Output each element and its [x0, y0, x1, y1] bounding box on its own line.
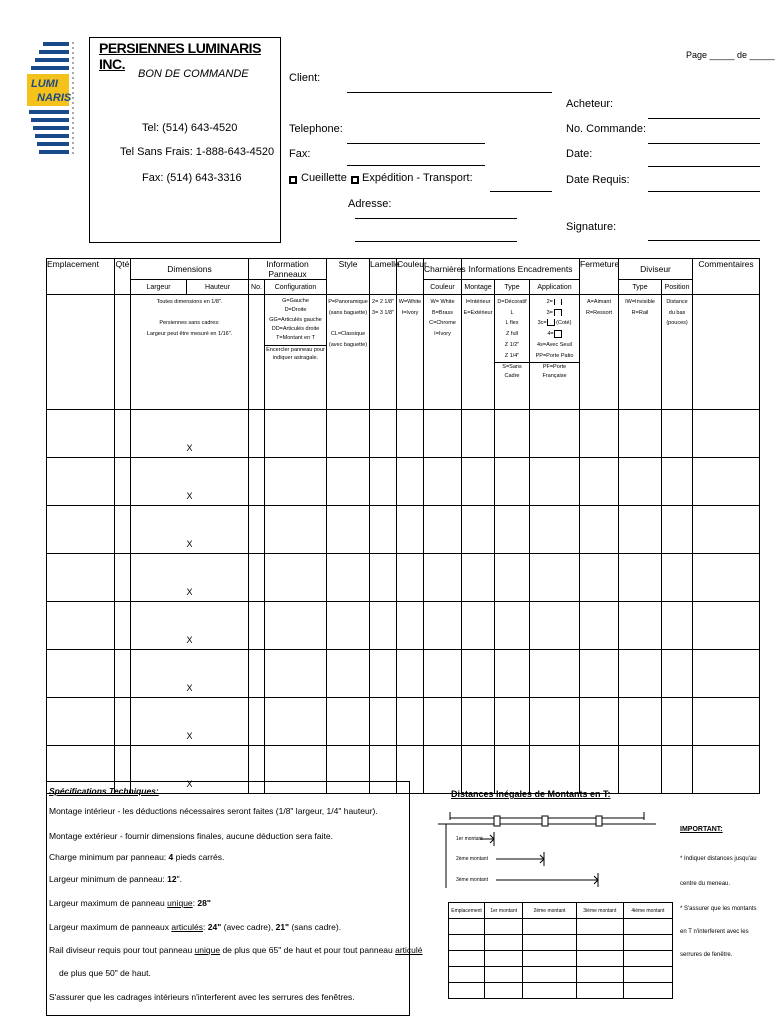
cell-qte[interactable] [115, 458, 131, 506]
cell-div-type[interactable] [619, 458, 662, 506]
cell-couleur[interactable] [397, 458, 424, 506]
spec-line-7: Rail diviseur requis pour tout panneau unique de plus que 65" de haut et pour tout panneau articulé [49, 945, 423, 955]
specifications-title: Spécifications Techniques: [49, 786, 159, 796]
legend-dimensions: Toutes dimensions en 1/8". Persiennes sans cadres: Largeur peut être mesuré en 1/16". [131, 295, 249, 410]
dist-header-2eme: 2ème montant [523, 903, 577, 919]
date-requis-input-line[interactable] [648, 191, 760, 192]
cell-configuration[interactable] [265, 650, 327, 698]
company-name: PERSIENNES LUMINARIS INC. [99, 40, 261, 72]
cell-emplacement[interactable] [47, 602, 115, 650]
spec-line-9: S'assurer que les cadrages intérieurs n'interferent avec les serrures des fenêtres. [49, 992, 355, 1002]
important-title: IMPORTANT: [680, 826, 723, 833]
cell-configuration[interactable] [265, 410, 327, 458]
distances-cell[interactable] [485, 951, 523, 967]
cell-commentaires[interactable] [693, 602, 760, 650]
header-couleur: Couleur [397, 259, 424, 295]
spec-line-6: Largeur maximum de panneaux articulés: 24" (avec cadre), 21" (sans cadre). [49, 922, 342, 932]
cell-lamelle[interactable] [370, 410, 397, 458]
cell-configuration[interactable] [265, 506, 327, 554]
cell-fermeture[interactable] [580, 410, 619, 458]
distances-title: Distances Inégales de Montants en T: [451, 789, 611, 799]
cell-configuration[interactable] [265, 602, 327, 650]
cell-application[interactable] [530, 602, 580, 650]
client-label: Client: [289, 72, 321, 84]
cell-montage[interactable] [462, 410, 495, 458]
cell-commentaires[interactable] [693, 554, 760, 602]
legend-fermeture: A=Aimant R=Ressort [580, 295, 619, 410]
distances-row [449, 951, 673, 967]
distances-row [449, 983, 673, 999]
legend-application: 2= 3= 3c= (Coté) 4= 4s=Avec Seuil PP=Porte Patio PF=Porte Française [530, 295, 580, 410]
distances-cell[interactable] [523, 935, 577, 951]
dist-header-emplacement: Emplacement [449, 903, 485, 919]
legend-couleur: W=White I=Ivory [397, 295, 424, 410]
signature-input-line[interactable] [648, 240, 760, 241]
distances-cell[interactable] [576, 951, 623, 967]
table-row [47, 410, 760, 458]
cell-charnieres[interactable] [424, 746, 462, 794]
legend-row [47, 295, 760, 410]
cell-montage[interactable] [462, 506, 495, 554]
legend-configuration: G=Gauche D=Droite GG=Articulés gauche DD=Articulés droite T=Montant en T Encercler panneau pour indiquer astragale. [265, 295, 327, 410]
adresse-label: Adresse: [348, 198, 392, 210]
fax-label: Fax: [289, 148, 311, 160]
header-diviseur: Diviseur [619, 259, 693, 280]
date-requis-label: Date Requis: [566, 174, 630, 186]
cell-commentaires[interactable] [693, 746, 760, 794]
specifications-box [46, 781, 423, 1016]
cell-div-type[interactable] [619, 650, 662, 698]
no-commande-label: No. Commande: [566, 123, 647, 135]
cell-dimensions[interactable]: X [131, 650, 249, 698]
cell-commentaires[interactable] [693, 698, 760, 746]
spec-line-3: Charge minimum par panneau: 4 pieds carrés. [49, 852, 225, 862]
distances-cell[interactable] [485, 967, 523, 983]
acheteur-label: Acheteur: [566, 98, 614, 110]
company-tel: Tel: (514) 643-4520 [142, 122, 238, 134]
distances-cell[interactable] [523, 951, 577, 967]
header-fermeture: Fermeture [580, 259, 619, 295]
cell-div-type[interactable] [619, 506, 662, 554]
table-header-row [47, 259, 760, 280]
cell-no[interactable] [249, 650, 265, 698]
subheader-position: Position [662, 280, 693, 295]
cell-div-type[interactable] [619, 602, 662, 650]
cell-montage[interactable] [462, 458, 495, 506]
subheader-couleur: Couleur [424, 280, 462, 295]
subheader-type: Type [495, 280, 530, 295]
table-row [47, 554, 760, 602]
table-row [47, 506, 760, 554]
cell-application[interactable] [530, 458, 580, 506]
cell-application[interactable] [530, 506, 580, 554]
cell-lamelle[interactable] [370, 650, 397, 698]
cell-montage[interactable] [462, 554, 495, 602]
date-input-line[interactable] [648, 166, 760, 167]
cell-fermeture[interactable] [580, 650, 619, 698]
cell-application[interactable] [530, 554, 580, 602]
distances-cell[interactable] [576, 983, 623, 999]
cell-style[interactable] [327, 458, 370, 506]
company-tel-free: Tel Sans Frais: 1-888-643-4520 [120, 146, 275, 158]
dist-header-4ieme: 4ième montant [623, 903, 672, 919]
cell-dimensions[interactable]: X [131, 746, 249, 794]
date-label: Date: [566, 148, 593, 160]
expedition-checkbox[interactable] [351, 176, 359, 184]
distances-cell[interactable] [576, 935, 623, 951]
cell-application[interactable] [530, 650, 580, 698]
header-info-encadrements: Informations Encadrements [462, 259, 580, 280]
distances-row [449, 967, 673, 983]
cell-no[interactable] [249, 698, 265, 746]
cell-div-type[interactable] [619, 698, 662, 746]
spec-line-1: Montage intérieur - les déductions nécessaires seront faites (1/8" largeur, 1/4" hauteur). [49, 806, 378, 816]
cell-fermeture[interactable] [580, 554, 619, 602]
distances-cell[interactable] [449, 967, 485, 983]
cell-fermeture[interactable] [580, 458, 619, 506]
legend-montage: I=Intérieur E=Extérieur [462, 295, 495, 410]
cell-style[interactable] [327, 554, 370, 602]
distances-row [449, 919, 673, 935]
cell-couleur[interactable] [397, 698, 424, 746]
legend-type: D=Décoratif L L flex Z full Z 1/2" Z 1/4" S=Sans Cadre [495, 295, 530, 410]
cell-lamelle[interactable] [370, 698, 397, 746]
cell-qte[interactable] [115, 602, 131, 650]
subheader-no: No. [249, 280, 265, 295]
cell-dimensions[interactable]: X [131, 698, 249, 746]
legend-div-type: IW=Invisible R=Rail [619, 295, 662, 410]
cell-commentaires[interactable] [693, 458, 760, 506]
cell-charnieres[interactable] [424, 650, 462, 698]
cell-position[interactable] [662, 554, 693, 602]
cell-charnieres[interactable] [424, 410, 462, 458]
cell-lamelle[interactable] [370, 458, 397, 506]
cell-type[interactable] [495, 458, 530, 506]
cell-application[interactable] [530, 698, 580, 746]
cell-emplacement[interactable] [47, 458, 115, 506]
cell-dimensions[interactable]: X [131, 410, 249, 458]
distances-cell[interactable] [523, 919, 577, 935]
arrow-label-1er: 1er montant [456, 836, 483, 842]
cell-charnieres[interactable] [424, 602, 462, 650]
cell-montage[interactable] [462, 602, 495, 650]
distances-cell[interactable] [449, 951, 485, 967]
subheader-div-type: Type [619, 280, 662, 295]
cell-style[interactable] [327, 602, 370, 650]
important-line-5: serrures de fenêtre. [680, 952, 733, 958]
cell-qte[interactable] [115, 554, 131, 602]
signature-label: Signature: [566, 221, 617, 233]
cell-emplacement[interactable] [47, 698, 115, 746]
header-info-panneaux: Information Panneaux [249, 259, 327, 280]
cell-type[interactable] [495, 506, 530, 554]
acheteur-input-line[interactable] [648, 118, 760, 119]
important-line-3: * S'assurer que les montants [680, 906, 757, 912]
cell-lamelle[interactable] [370, 554, 397, 602]
distances-cell[interactable] [623, 951, 672, 967]
order-table [46, 258, 760, 794]
spec-line-8: de plus que 50" de haut. [59, 968, 151, 978]
distances-cell[interactable] [576, 919, 623, 935]
distances-cell[interactable] [623, 919, 672, 935]
cell-charnieres[interactable] [424, 698, 462, 746]
distances-cell[interactable] [485, 919, 523, 935]
header-emplacement: Emplacement [47, 259, 115, 295]
cell-position[interactable] [662, 458, 693, 506]
legend-qte [115, 295, 131, 410]
distances-cell[interactable] [449, 919, 485, 935]
subheader-configuration: Configuration [265, 280, 327, 295]
cell-emplacement[interactable] [47, 650, 115, 698]
cell-qte[interactable] [115, 410, 131, 458]
subheader-application: Application [530, 280, 580, 295]
cell-type[interactable] [495, 554, 530, 602]
header-lamelle: Lamelle [370, 259, 397, 295]
cell-no[interactable] [249, 458, 265, 506]
distances-table [448, 902, 673, 999]
cell-charnieres[interactable] [424, 506, 462, 554]
header-qte: Qté [115, 259, 131, 295]
cell-type[interactable] [495, 698, 530, 746]
spec-line-5: Largeur maximum de panneau unique: 28" [49, 898, 211, 908]
cell-charnieres[interactable] [424, 554, 462, 602]
cueillette-label: Cueillette [301, 172, 347, 184]
legend-charnieres: W= White B=Brass C=Chrome I=Ivory [424, 295, 462, 410]
cell-no[interactable] [249, 554, 265, 602]
adresse-input-line-1[interactable] [355, 218, 517, 219]
cell-div-type[interactable] [619, 554, 662, 602]
cell-commentaires[interactable] [693, 410, 760, 458]
no-commande-input-line[interactable] [648, 143, 760, 144]
cell-no[interactable] [249, 410, 265, 458]
arrow-label-2eme: 2ème montant [456, 856, 488, 862]
spec-line-4: Largeur minimum de panneau: 12". [49, 874, 182, 884]
cell-application[interactable] [530, 746, 580, 794]
distances-cell[interactable] [523, 983, 577, 999]
cell-couleur[interactable] [397, 650, 424, 698]
telephone-label: Telephone: [289, 123, 343, 135]
distances-cell[interactable] [623, 983, 672, 999]
cell-type[interactable] [495, 602, 530, 650]
expedition-label: Expédition - Transport: [362, 172, 473, 184]
adresse-input-line-2[interactable] [355, 241, 517, 242]
cell-position[interactable] [662, 698, 693, 746]
cell-lamelle[interactable] [370, 602, 397, 650]
fax-input-line[interactable] [347, 165, 485, 166]
legend-position: Distance du bas (pouces) [662, 295, 693, 410]
distances-cell[interactable] [523, 967, 577, 983]
cell-couleur[interactable] [397, 602, 424, 650]
cell-style[interactable] [327, 410, 370, 458]
svg-text:NARIS: NARIS [37, 92, 72, 104]
cell-emplacement[interactable] [47, 506, 115, 554]
important-line-1: * Indiquer distances jusqu'au [680, 856, 757, 862]
arrow-label-3eme: 3ème montant [456, 877, 488, 883]
legend-lamelle: 2= 2 1/8" 3= 3 1/8" [370, 295, 397, 410]
legend-no [249, 295, 265, 410]
dist-header-1er: 1er montant [485, 903, 523, 919]
distances-cell[interactable] [623, 935, 672, 951]
client-input-line[interactable] [347, 92, 552, 93]
cell-fermeture[interactable] [580, 602, 619, 650]
cell-application[interactable] [530, 410, 580, 458]
cell-emplacement[interactable] [47, 410, 115, 458]
legend-style: P=Panoramique (sans baguette) CL=Classique (avec baguette) [327, 295, 370, 410]
cell-fermeture[interactable] [580, 746, 619, 794]
table-row [47, 602, 760, 650]
dist-header-3ieme: 3ième montant [576, 903, 623, 919]
cueillette-checkbox[interactable] [289, 176, 297, 184]
table-row [47, 698, 760, 746]
cell-div-type[interactable] [619, 746, 662, 794]
cell-dimensions[interactable]: X [131, 506, 249, 554]
cell-type[interactable] [495, 746, 530, 794]
subheader-hauteur: Hauteur [187, 280, 249, 295]
distances-cell[interactable] [576, 967, 623, 983]
cell-fermeture[interactable] [580, 506, 619, 554]
cell-position[interactable] [662, 410, 693, 458]
company-fax: Fax: (514) 643-3316 [142, 172, 242, 184]
cell-couleur[interactable] [397, 410, 424, 458]
cell-montage[interactable] [462, 650, 495, 698]
luminaris-logo [23, 40, 79, 156]
spec-line-2: Montage extérieur - fournir dimensions finales, aucune déduction sera faite. [49, 831, 333, 841]
distances-cell[interactable] [449, 983, 485, 999]
cell-no[interactable] [249, 602, 265, 650]
distances-header-row [449, 903, 673, 919]
legend-commentaires [693, 295, 760, 410]
distances-cell[interactable] [623, 967, 672, 983]
cell-configuration[interactable] [265, 554, 327, 602]
svg-text:LUMI: LUMI [31, 78, 58, 90]
cell-style[interactable] [327, 698, 370, 746]
cell-style[interactable] [327, 650, 370, 698]
cell-qte[interactable] [115, 506, 131, 554]
cell-dimensions[interactable]: X [131, 602, 249, 650]
distances-cell[interactable] [485, 935, 523, 951]
cell-type[interactable] [495, 650, 530, 698]
cell-dimensions[interactable]: X [131, 554, 249, 602]
cell-style[interactable] [327, 506, 370, 554]
header-dimensions: Dimensions [131, 259, 249, 280]
page-number-label: Page _____ de _____ [686, 50, 775, 60]
distances-cell[interactable] [449, 935, 485, 951]
cell-lamelle[interactable] [370, 506, 397, 554]
subheader-montage: Montage [462, 280, 495, 295]
cell-qte[interactable] [115, 698, 131, 746]
table-row [47, 650, 760, 698]
cell-commentaires[interactable] [693, 650, 760, 698]
transport-input-line[interactable] [490, 191, 552, 192]
distances-row [449, 935, 673, 951]
cell-dimensions[interactable]: X [131, 458, 249, 506]
cell-position[interactable] [662, 506, 693, 554]
cell-position[interactable] [662, 602, 693, 650]
cell-emplacement[interactable] [47, 554, 115, 602]
table-row [47, 458, 760, 506]
cell-montage[interactable] [462, 698, 495, 746]
cell-qte[interactable] [115, 650, 131, 698]
cell-configuration[interactable] [265, 698, 327, 746]
cell-no[interactable] [249, 506, 265, 554]
cell-position[interactable] [662, 746, 693, 794]
cell-charnieres[interactable] [424, 458, 462, 506]
cell-couleur[interactable] [397, 506, 424, 554]
company-info-box [89, 37, 281, 243]
important-line-2: centre du meneau. [680, 881, 731, 887]
form-title: BON DE COMMANDE [138, 68, 249, 80]
header-charnieres: Charnières [424, 259, 462, 280]
important-line-4: en T n'interferent avec les [680, 929, 749, 935]
distances-rows [449, 919, 673, 999]
telephone-input-line[interactable] [347, 143, 485, 144]
legend-emplacement [47, 295, 115, 410]
cell-type[interactable] [495, 410, 530, 458]
cell-div-type[interactable] [619, 410, 662, 458]
cell-fermeture[interactable] [580, 698, 619, 746]
header-commentaires: Commentaires [693, 259, 760, 295]
cell-configuration[interactable] [265, 458, 327, 506]
cell-commentaires[interactable] [693, 506, 760, 554]
cell-position[interactable] [662, 650, 693, 698]
distances-cell[interactable] [485, 983, 523, 999]
cell-couleur[interactable] [397, 554, 424, 602]
entry-rows [47, 410, 760, 794]
cell-montage[interactable] [462, 746, 495, 794]
subheader-largeur: Largeur [131, 280, 187, 295]
header-style: Style [327, 259, 370, 295]
